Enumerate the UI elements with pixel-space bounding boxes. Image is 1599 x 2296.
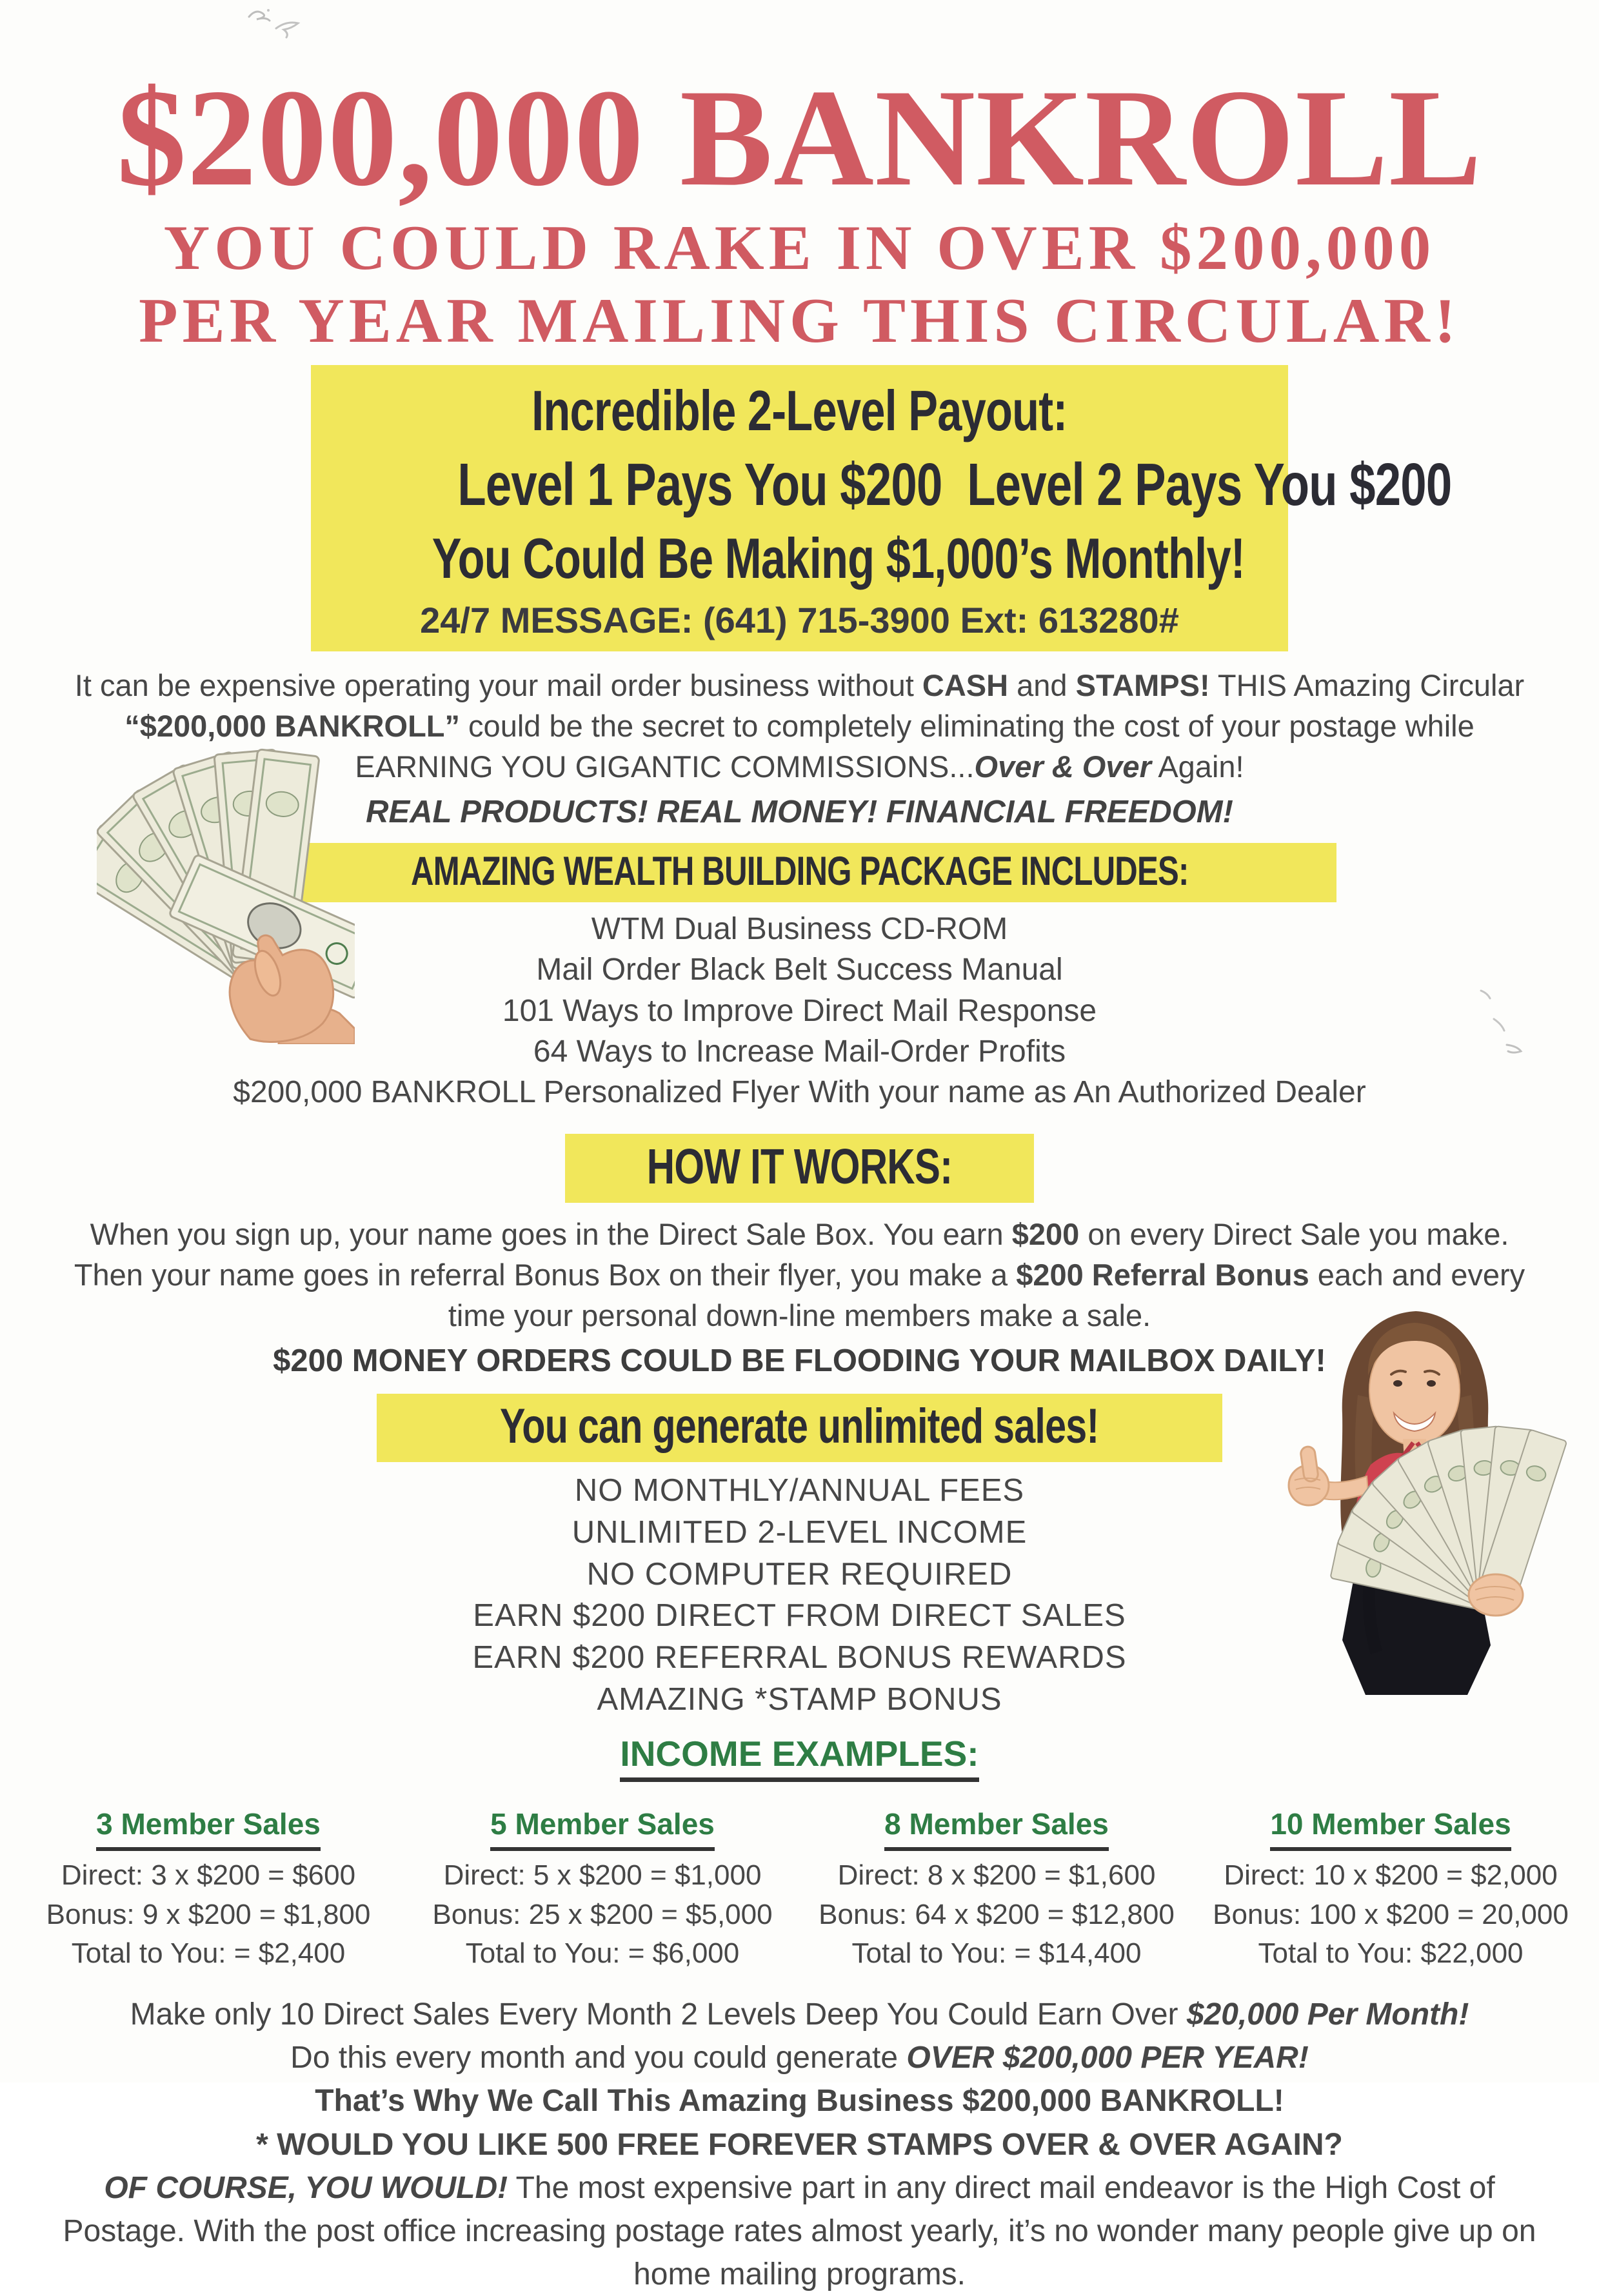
how-it-works-paragraph: When you sign up, your name goes in the Direct Sale Box. You earn $200 on every Direct Sale you make. Then your name goes in referral Bonus Box on their flyer, you make a $200 Referral Bonus each and every time your personal down-line members make a sale. bbox=[74, 1216, 1525, 1332]
how-it-works-highlight bbox=[565, 1134, 1034, 1203]
member-sales-header: 8 Member Sales bbox=[884, 1804, 1109, 1850]
hotline-text: 24/7 MESSAGE: (641) 715-3900 Ext: 613280# bbox=[420, 600, 1179, 641]
payout-levels-line: Level 1 Pays You $200 Level 2 Pays You $200 bbox=[457, 451, 1452, 519]
package-item: Mail Order Black Belt Success Manual bbox=[536, 953, 1063, 987]
package-item: WTM Dual Business CD-ROM bbox=[591, 911, 1008, 946]
package-item: 101 Ways to Improve Direct Mail Response bbox=[502, 993, 1097, 1028]
payout-heading: Incredible 2-Level Payout: bbox=[531, 379, 1068, 443]
unlimited-sales-highlight bbox=[377, 1394, 1222, 1462]
benefit-item: EARN $200 DIRECT FROM DIRECT SALES bbox=[473, 1598, 1126, 1634]
income-column bbox=[804, 1804, 1189, 1974]
benefit-item: UNLIMITED 2-LEVEL INCOME bbox=[571, 1515, 1028, 1550]
how-it-works-heading: HOW IT WORKS: bbox=[646, 1138, 953, 1194]
bonus-line: Bonus: 64 x $200 = $12,800 bbox=[819, 1898, 1175, 1930]
closing-block bbox=[48, 1993, 1551, 2296]
total-line: Total to You: = $14,400 bbox=[851, 1937, 1142, 1970]
income-column bbox=[410, 1804, 795, 1974]
page-title: $200,000 BANKROLL bbox=[116, 61, 1483, 215]
closing-line: That’s Why We Call This Amazing Business $200,000 BANKROLL! bbox=[315, 2084, 1284, 2119]
direct-line: Direct: 3 x $200 = $600 bbox=[61, 1859, 356, 1891]
member-sales-header: 10 Member Sales bbox=[1270, 1804, 1511, 1850]
intro-paragraph: It can be expensive operating your mail order business without CASH and STAMPS! THIS Amazing Circular “$200,000 BANKROLL” could be the secret to completely eliminating the cost of your postage while EARNING YOU GIGANTIC COMMISSIONS...Over & Over Again! bbox=[74, 668, 1525, 784]
direct-line: Direct: 10 x $200 = $2,000 bbox=[1224, 1859, 1558, 1891]
payout-box bbox=[311, 365, 1452, 651]
subtitle-line-1: YOU COULD RAKE IN OVER $200,000 bbox=[163, 213, 1436, 284]
woman-money-photo bbox=[1270, 1292, 1573, 1695]
real-products-tagline: REAL PRODUCTS! REAL MONEY! FINANCIAL FREEDOM! bbox=[366, 795, 1233, 830]
money-orders-line: $200 MONEY ORDERS COULD BE FLOODING YOUR MAILBOX DAILY! bbox=[273, 1343, 1326, 1378]
bonus-line: Bonus: 100 x $200 = 20,000 bbox=[1213, 1898, 1569, 1930]
direct-line: Direct: 5 x $200 = $1,000 bbox=[443, 1859, 762, 1891]
total-line: Total to You: $22,000 bbox=[1258, 1937, 1524, 1970]
bonus-line: Bonus: 25 x $200 = $5,000 bbox=[432, 1898, 773, 1930]
package-heading-highlight bbox=[263, 843, 1337, 902]
package-section bbox=[0, 843, 1599, 1113]
money-fan-hand-photo bbox=[97, 747, 355, 1044]
closing-line: Make only 10 Direct Sales Every Month 2 Levels Deep You Could Earn Over $20,000 Per Month! bbox=[130, 1997, 1469, 2032]
benefit-item: EARN $200 REFERRAL BONUS REWARDS bbox=[472, 1640, 1127, 1676]
unlimited-sales-heading: You can generate unlimited sales! bbox=[500, 1399, 1099, 1454]
direct-line: Direct: 8 x $200 = $1,600 bbox=[837, 1859, 1156, 1891]
benefit-item: NO COMPUTER REQUIRED bbox=[586, 1556, 1013, 1592]
income-column bbox=[16, 1804, 401, 1974]
closing-line: * WOULD YOU LIKE 500 FREE FOREVER STAMPS OVER & OVER AGAIN? bbox=[256, 2127, 1343, 2162]
payout-monthly-line: You Could Be Making $1,000’s Monthly! bbox=[432, 526, 1245, 591]
benefit-item: AMAZING *STAMP BONUS bbox=[597, 1681, 1002, 1717]
bonus-line: Bonus: 9 x $200 = $1,800 bbox=[46, 1898, 371, 1930]
benefit-item: NO MONTHLY/ANNUAL FEES bbox=[574, 1473, 1025, 1509]
closing-line: Do this every month and you could generate OVER $200,000 PER YEAR! bbox=[290, 2041, 1309, 2075]
unlimited-sales-section bbox=[0, 1394, 1599, 1782]
total-line: Total to You: = $2,400 bbox=[71, 1937, 346, 1970]
income-column bbox=[1198, 1804, 1584, 1974]
total-line: Total to You: = $6,000 bbox=[465, 1937, 740, 1970]
income-examples-heading: INCOME EXAMPLES: bbox=[620, 1733, 978, 1782]
package-heading: AMAZING WEALTH BUILDING PACKAGE INCLUDES: bbox=[410, 848, 1189, 894]
pen-scribble-icon bbox=[246, 6, 308, 43]
member-sales-header: 3 Member Sales bbox=[96, 1804, 321, 1850]
member-sales-header: 5 Member Sales bbox=[490, 1804, 715, 1850]
subtitle-line-2: PER YEAR MAILING THIS CIRCULAR! bbox=[139, 286, 1460, 357]
closing-line: OF COURSE, YOU WOULD! The most expensive part in any direct mail endeavor is the High Cost of Postage. With the post office increasing postage rates almost yearly, it’s no wonder many people give up on home mailing programs. bbox=[63, 2170, 1536, 2292]
income-examples-table bbox=[16, 1804, 1584, 1974]
package-item: 64 Ways to Increase Mail-Order Profits bbox=[533, 1034, 1066, 1069]
package-item: $200,000 BANKROLL Personalized Flyer With your name as An Authorized Dealer bbox=[233, 1075, 1366, 1110]
